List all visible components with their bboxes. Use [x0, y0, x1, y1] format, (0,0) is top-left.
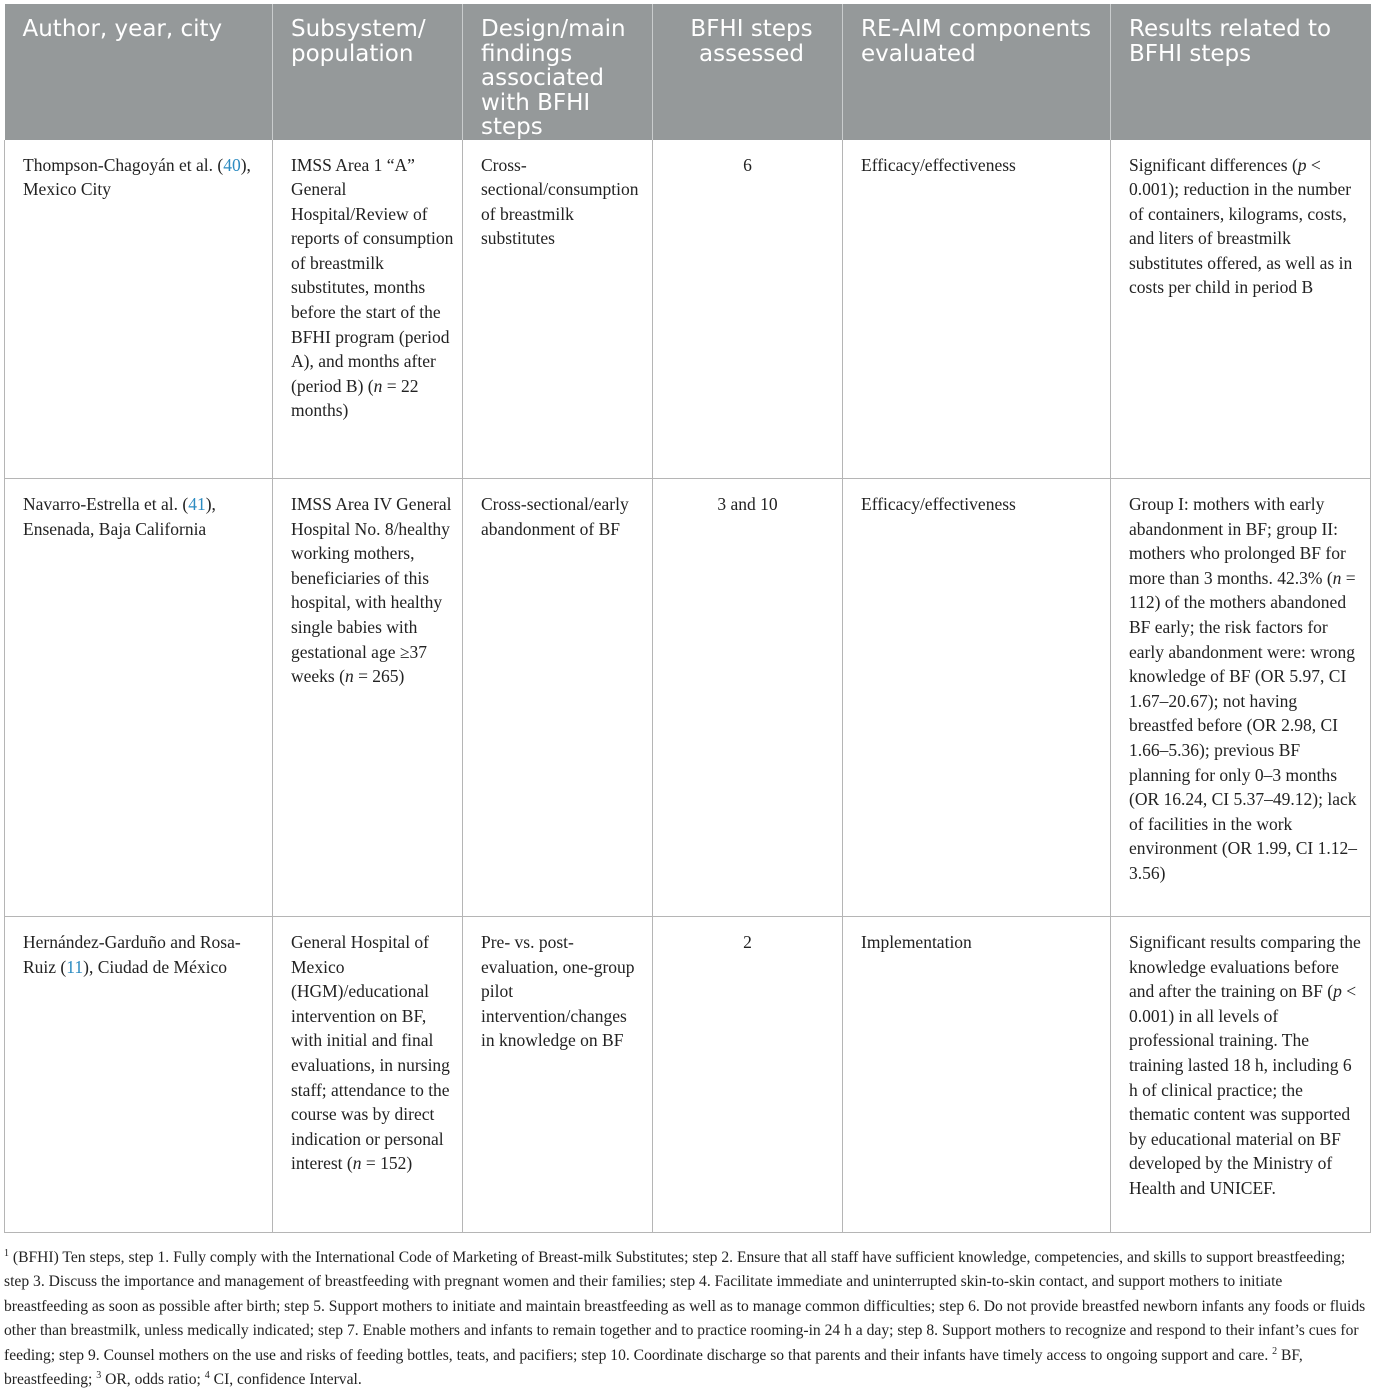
reference-link[interactable]: 41: [188, 494, 206, 514]
steps-cell: 6: [653, 140, 843, 479]
reaim-cell: Efficacy/effectiveness: [843, 479, 1111, 917]
design-cell: Pre- vs. post-evaluation, one-group pilot intervention/changes in knowledge on BF: [463, 917, 653, 1233]
table-row: [5, 917, 1371, 1233]
table-footnote: $^1$ (BFHI) Ten steps, step 1. Fully comply with the International Code of Marketing of Breast-milk Substitutes; step 2. Ensure that all staff have sufficient knowledge, competencies, and skills to support breastfeeding; step 3. Discuss the importance and management of breastfeeding with pregnant women and their families; step 4. Facilitate immediate and uninterrupted skin-to-skin contact, and support mothers to initiate breastfeeding as soon as possible after birth; step 5. Support mothers to initiate and maintain breastfeeding as well as to manage common difficulties; step 6. Do not provide breastfed newborn infants any foods or fluids other than breastmilk, unless medically indicated; step 7. Enable mothers and infants to remain together and to practice rooming-in 24 h a day; step 8. Support mothers to recognize and respond to their infant’s cues for feeding; step 9. Counsel mothers on the use and risks of feeding bottles, teats, and pacifiers; step 10. Coordinate discharge so that parents and their infants have timely access to ongoing support and care. $^2$ BF, breastfeeding; $^3$ OR, odds ratio; $^4$ CI, confidence Interval.: [4, 1248, 1366, 1389]
reaim-cell: Implementation: [843, 917, 1111, 1233]
header-design: Design/main findings associated with BFHI steps: [463, 4, 653, 140]
header-reaim: RE-AIM components evaluated: [843, 4, 1111, 140]
author-cell: Hernández-Garduño and Rosa-Ruiz (11), Ciudad de México: [5, 917, 273, 1233]
header-subsystem: Subsystem/ population: [273, 4, 463, 140]
steps-cell: 2: [653, 917, 843, 1233]
results-cell: Significant results comparing the knowledge evaluations before and after the training on BF (p < 0.001) in all levels of professional training. The training lasted 18 h, including 6 h of clinical practice; the thematic content was supported by educational material on BF developed by the Ministry of Health and UNICEF.: [1111, 917, 1371, 1233]
table-row: [5, 140, 1371, 479]
author-cell: Navarro-Estrella et al. (41), Ensenada, Baja California: [5, 479, 273, 917]
header-author: Author, year, city: [5, 4, 273, 140]
steps-cell: 3 and 10: [653, 479, 843, 917]
table-row: [5, 479, 1371, 917]
header-steps: BFHI steps assessed: [653, 4, 843, 140]
subsystem-cell: IMSS Area IV General Hospital No. 8/healthy working mothers, beneficiaries of this hospital, with healthy single babies with gestational age ≥37 weeks (n = 265): [273, 479, 463, 917]
table-header-row: [5, 4, 1371, 140]
subsystem-cell: General Hospital of Mexico (HGM)/educational intervention on BF, with initial and final evaluations, in nursing staff; attendance to the course was by direct indication or personal interest (n = 152): [273, 917, 463, 1233]
header-results: Results related to BFHI steps: [1111, 4, 1371, 140]
author-cell: Thompson-Chagoyán et al. (40), Mexico City: [5, 140, 273, 479]
design-cell: Cross-sectional/early abandonment of BF: [463, 479, 653, 917]
subsystem-cell: IMSS Area 1 “A” General Hospital/Review of reports of consumption of breastmilk substitutes, months before the start of the BFHI program (period A), and months after (period B) (n = 22 months): [273, 140, 463, 479]
results-cell: Significant differences (p < 0.001); reduction in the number of containers, kilograms, costs, and liters of breastmilk substitutes offered, as well as in costs per child in period B: [1111, 140, 1371, 479]
bfhi-studies-table: [4, 4, 1371, 1233]
results-cell: Group I: mothers with early abandonment in BF; group II: mothers who prolonged BF for more than 3 months. 42.3% (n = 112) of the mothers abandoned BF early; the risk factors for early abandonment were: wrong knowledge of BF (OR 5.97, CI 1.67–20.67); not having breastfed before (OR 2.98, CI 1.66–5.36); previous BF planning for only 0–3 months (OR 16.24, CI 5.37–49.12); lack of facilities in the work environment (OR 1.99, CI 1.12–3.56): [1111, 479, 1371, 917]
reference-link[interactable]: 11: [66, 956, 84, 977]
reaim-cell: Efficacy/effectiveness: [843, 140, 1111, 479]
reference-link[interactable]: 40: [223, 154, 241, 175]
design-cell: Cross-sectional/consumption of breastmilk substitutes: [463, 140, 653, 479]
